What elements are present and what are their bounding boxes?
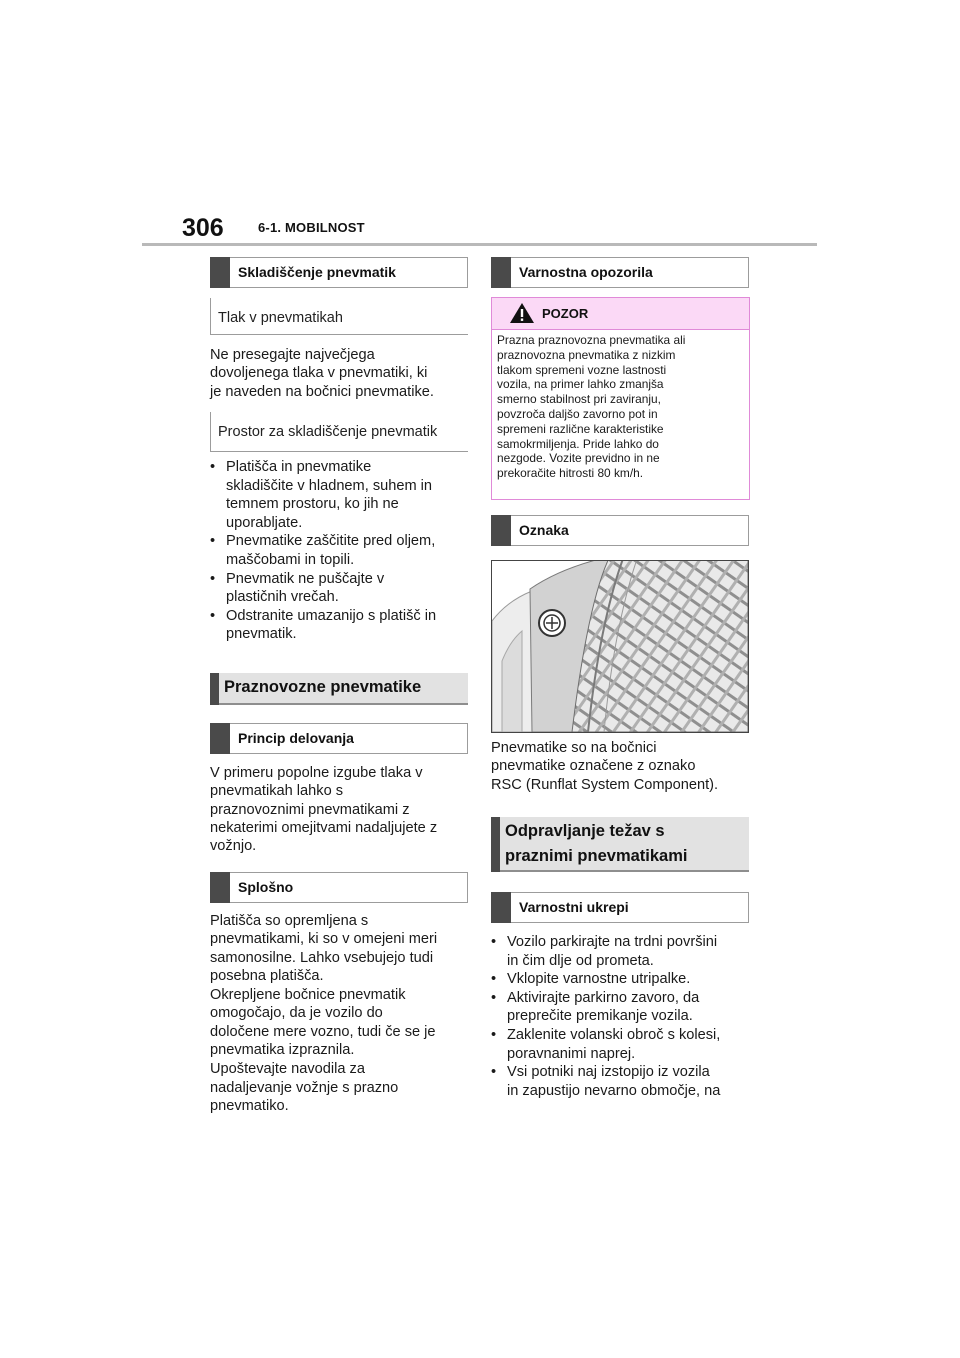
text-line: praznovoznimi pnevmatikami z	[210, 801, 410, 818]
text-line: Vklopite varnostne utripalke.	[507, 971, 691, 988]
text-line: pnevmatiko.	[210, 1097, 289, 1114]
heading-label: Varnostni ukrepi	[519, 899, 629, 915]
text-line: vožnjo.	[210, 838, 257, 855]
list-item: • Odstranite umazanijo s platišč in pnevmatik.	[210, 607, 437, 643]
text-line: pnevmatike označene z oznako	[491, 758, 696, 775]
heading-safety-measures	[491, 892, 749, 923]
list-item: • Pnevmatik ne puščajte v plastičnih vrečah.	[210, 570, 436, 607]
heading-runflat-tires	[210, 673, 468, 705]
text-line: uporabljate.	[226, 514, 303, 531]
text-line: maščobami in topili.	[226, 551, 355, 568]
text-line: Platišča in pnevmatike	[226, 459, 372, 475]
text-line: pnevmatikah lahko s	[210, 783, 344, 800]
list-item: • Vozilo parkirajte na trdni površini in čim dlje od prometa.	[491, 933, 720, 970]
text-line: Odstranite umazanijo s platišč in	[226, 607, 437, 624]
subheading-storage-space	[210, 412, 468, 452]
text-line: Pnevmatike zaščitite pred oljem,	[226, 533, 436, 550]
warning-text	[497, 333, 685, 481]
text-line: Pnevmatik ne puščajte v	[226, 570, 385, 587]
safety-measures-list	[491, 933, 720, 1100]
text-line: pnevmatika izpraznila.	[210, 1042, 355, 1059]
text-line: poravnanimi naprej.	[507, 1045, 636, 1062]
text-line: pnevmatik.	[226, 626, 297, 643]
text-line: praznovozna pnevmatika z nizkim	[497, 347, 676, 362]
page-number: 306	[182, 214, 224, 242]
header-divider	[142, 243, 817, 246]
heading-tire-storage	[210, 257, 468, 288]
list-item: • Vsi potniki naj izstopijo iz vozila in zapustijo nevarno območje, na	[491, 1064, 721, 1099]
warning-triangle-icon	[509, 302, 535, 324]
text-line: dovoljenega tlaka v pnevmatiki, ki	[210, 365, 428, 382]
storage-bullet-list	[210, 458, 436, 644]
subheading-bar	[210, 412, 211, 452]
text-line: je naveden na bočnici pnevmatike.	[210, 383, 434, 400]
subheading-label: Tlak v pnevmatikah	[218, 310, 343, 326]
text-line: samokrmiljenja. Pride lahko do	[497, 436, 659, 451]
text-line: povzroča daljšo zavorno pot in	[497, 406, 658, 421]
heading-label: Oznaka	[519, 522, 569, 538]
text-line: nezgode. Vozite previdno in ne	[497, 451, 660, 466]
text-line: skladiščite v hladnem, suhem in	[226, 477, 433, 494]
text-line: omogočajo, da je vozilo do	[210, 1005, 383, 1022]
list-item: • Zaklenite volanski obroč s kolesi, poravnanimi naprej.	[491, 1026, 721, 1062]
text-line: temnem prostoru, ko jih ne	[226, 496, 399, 513]
text-line: RSC (Runflat System Component).	[491, 776, 719, 793]
list-item: • Pnevmatike zaščitite pred oljem, maščobami in topili.	[210, 533, 436, 568]
subheading-tire-pressure	[210, 298, 468, 335]
list-item: • Vklopite varnostne utripalke.	[491, 970, 720, 989]
section-title: 6-1. MOBILNOST	[258, 220, 365, 235]
list-item: • Platišča in pnevmatike skladiščite v hladnem, suhem in temnem prostoru, ko jih ne uporabljate.	[210, 458, 436, 532]
text-line: Ne presegajte največjega	[210, 347, 375, 363]
paragraph-pressure	[210, 346, 434, 401]
warning-header	[492, 298, 749, 330]
heading-bar	[210, 723, 230, 754]
text-line: samonosilne. Lahko vsebujejo tudi	[210, 949, 434, 966]
text-line: spremeni različne karakteristike	[497, 421, 664, 436]
text-line: Okrepljene bočnice pnevmatik	[210, 987, 406, 1004]
heading-label: Varnostna opozorila	[519, 264, 653, 280]
paragraph-principle	[210, 764, 437, 855]
text-line: Platišča so opremljena s	[210, 913, 369, 929]
heading-troubleshooting	[491, 817, 749, 872]
text-line: Zaklenite volanski obroč s kolesi,	[507, 1026, 721, 1043]
text-line: Aktivirajte parkirno zavoro, da	[507, 989, 700, 1006]
text-line: pnevmatikami, ki so v omejeni meri	[210, 931, 438, 948]
text-line: smerno stabilnost pri zaviranju,	[497, 392, 661, 407]
heading-label: Princip delovanja	[238, 730, 354, 746]
text-line: in čim dlje od prometa.	[507, 952, 654, 969]
text-line: nekaterimi omejitvami nadaljujete z	[210, 819, 438, 836]
text-line: preprečite premikanje vozila.	[507, 1008, 693, 1025]
heading-label: Odpravljanje težav s	[505, 822, 665, 840]
text-line: Vsi potniki naj izstopijo iz vozila	[507, 1064, 710, 1081]
heading-bar	[491, 257, 511, 288]
text-line: Upoštevajte navodila za	[210, 1061, 365, 1078]
heading-label: praznimi pnevmatikami	[505, 847, 688, 865]
text-line: prekoračite hitrosti 80 km/h.	[497, 466, 644, 481]
paragraph-marking	[491, 739, 718, 794]
subheading-label: Prostor za skladiščenje pnevmatik	[218, 424, 438, 440]
warning-box	[491, 297, 750, 500]
text-line: posebna platišča.	[210, 967, 324, 984]
paragraph-general	[210, 912, 437, 1115]
tire-sidewall-image	[492, 561, 748, 732]
heading-bar	[210, 257, 230, 288]
heading-marking	[491, 515, 749, 546]
rsc-marking-icon	[539, 610, 565, 636]
text-line: Prazna praznovozna pnevmatika ali	[497, 333, 686, 347]
heading-label: Skladiščenje pnevmatik	[238, 264, 396, 280]
warning-title: POZOR	[542, 306, 589, 321]
heading-general	[210, 872, 468, 903]
text-line: Pnevmatike so na bočnici	[491, 740, 657, 756]
text-line: tlakom spremeni vozne lastnosti	[497, 362, 667, 377]
heading-bar	[210, 673, 219, 705]
heading-bar	[210, 872, 230, 903]
text-line: V primeru popolne izgube tlaka v	[210, 765, 423, 781]
heading-bar	[491, 515, 511, 546]
tire-illustration	[491, 560, 749, 733]
list-item: • Aktivirajte parkirno zavoro, da preprečite premikanje vozila.	[491, 989, 720, 1026]
heading-label: Splošno	[238, 879, 294, 895]
heading-bar	[491, 892, 511, 923]
heading-operating-principle	[210, 723, 468, 754]
text-line: in zapustijo nevarno območje, na	[507, 1082, 721, 1099]
text-line: določene mere vozno, tudi če se je	[210, 1023, 436, 1040]
heading-bar	[491, 817, 500, 872]
subheading-bar	[210, 298, 211, 335]
text-line: plastičnih vrečah.	[226, 589, 339, 606]
heading-label: Praznovozne pnevmatike	[224, 678, 422, 696]
text-line: Vozilo parkirajte na trdni površini	[507, 934, 718, 950]
heading-safety-warnings	[491, 257, 749, 288]
text-line: nadaljevanje vožnje s prazno	[210, 1079, 399, 1096]
text-line: vozila, na primer lahko zmanjša	[497, 377, 664, 392]
